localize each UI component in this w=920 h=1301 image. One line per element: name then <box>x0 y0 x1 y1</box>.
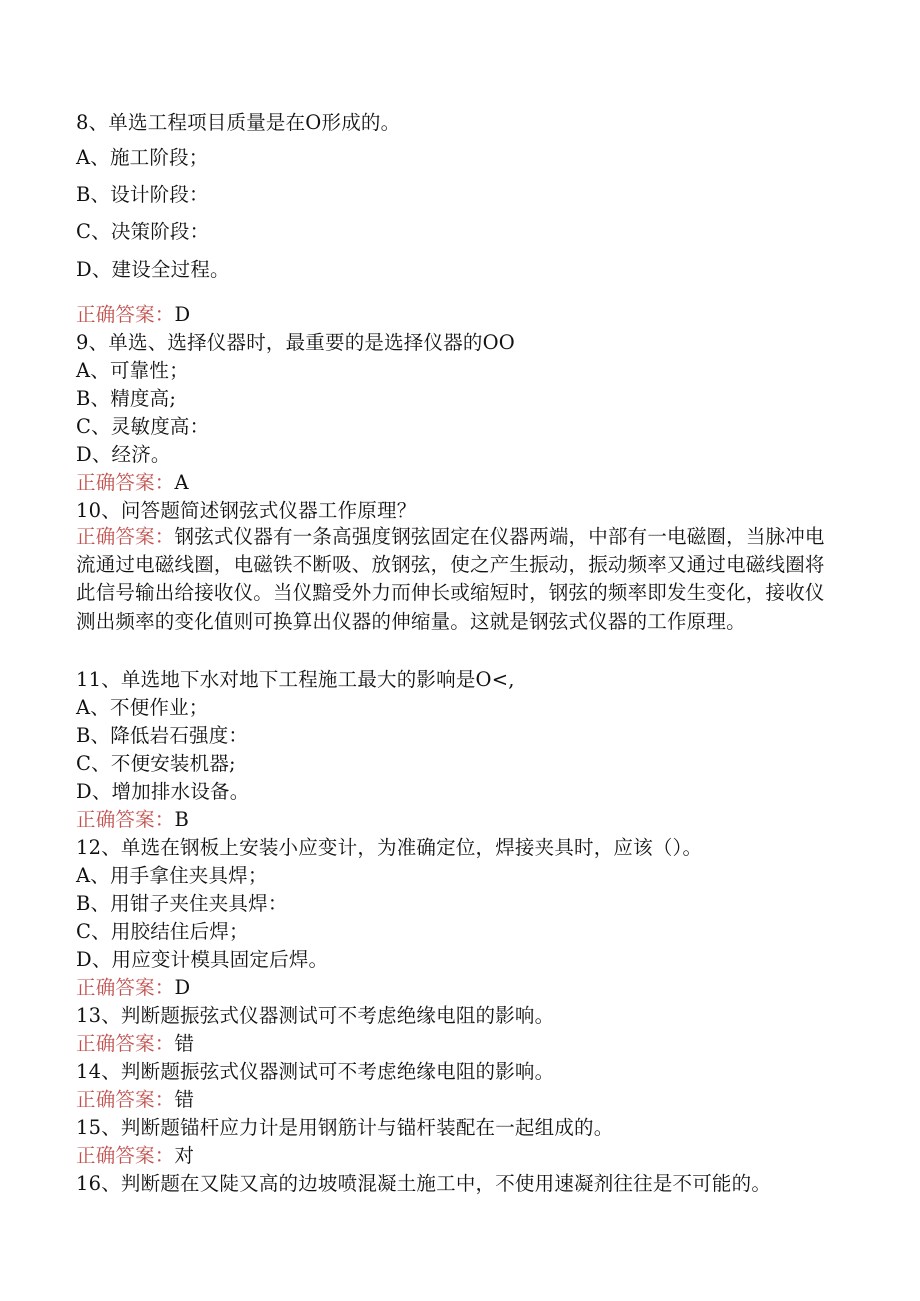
question-8-answer <box>76 302 190 328</box>
question-16-stem: 16、判断题在又陡又高的边坡喷混凝土施工中，不使用速凝剂往往是不可能的。 <box>76 1172 772 1195</box>
question-14-answer <box>76 1087 194 1113</box>
question-8-stem: 8、单选工程项目质量是在O形成的。 <box>76 111 401 134</box>
question-12-answer <box>76 975 190 1001</box>
answer-label: 正确答案： <box>76 1144 175 1167</box>
question-9-option-b: B、精度高; <box>76 387 177 410</box>
answer-label: 正确答案： <box>76 976 175 999</box>
question-13-stem: 13、判断题振弦式仪器测试可不考虑绝缘电阻的影响。 <box>76 1004 555 1027</box>
question-11-option-c: C、不便安装机器; <box>76 752 236 775</box>
question-9-option-d: D、经济。 <box>76 443 171 466</box>
question-8-option-c: C、决策阶段： <box>76 220 210 243</box>
question-10-stem: 10、问答题简述钢弦式仪器工作原理？ <box>76 499 417 522</box>
question-11-option-a: A、不便作业； <box>76 696 209 719</box>
question-12-stem: 12、单选在钢板上安装小应变计，为准确定位，焊接夹具时，应该（）。 <box>76 836 703 859</box>
question-12-option-b: B、用钳子夹住夹具焊： <box>76 892 288 915</box>
question-12-option-d: D、用应变计模具固定后焊。 <box>76 948 329 971</box>
question-8-option-b: B、设计阶段： <box>76 183 209 206</box>
question-11-option-b: B、降低岩石强度： <box>76 724 249 747</box>
answer-label: 正确答案： <box>76 303 175 326</box>
answer-value: D <box>174 303 191 326</box>
answer-label: 正确答案： <box>76 525 175 548</box>
answer-value: 钢弦式仪器有一条高强度钢弦固定在仪器两端，中部有一电磁圈，当脉冲电流通过电磁线圈，电磁铁不断吸、放钢弦，使之产生振动，振动频率又通过电磁线圈将此信号输出给接收仪。当仪黯受外力而伸长或缩短时，钢弦的频率即发生变化，接收仪测出频率的变化值则可换算出仪器的伸缩量。这就是钢弦式仪器的工作原理。 <box>76 525 825 633</box>
question-12-option-a: A、用手拿住夹具焊； <box>76 864 268 887</box>
question-15-stem: 15、判断题锚杆应力计是用钢筋计与锚杆装配在一起组成的。 <box>76 1116 614 1139</box>
answer-value: B <box>174 808 190 831</box>
question-11-stem: 11、单选地下水对地下工程施工最大的影响是O<, <box>76 668 515 691</box>
answer-value: 错 <box>174 1088 195 1111</box>
question-9-option-a: A、可靠性； <box>76 359 189 382</box>
question-11-option-d: D、增加排水设备。 <box>76 780 250 803</box>
question-8-option-a: A、施工阶段； <box>76 146 209 169</box>
question-9-stem: 9、单选、选择仪器时，最重要的是选择仪器的OO <box>76 331 515 354</box>
question-9-answer <box>76 470 189 496</box>
question-8-option-d: D、建设全过程。 <box>76 258 230 281</box>
answer-label: 正确答案： <box>76 1088 175 1111</box>
question-13-answer <box>76 1031 194 1057</box>
answer-value: D <box>174 976 191 999</box>
question-14-stem: 14、判断题振弦式仪器测试可不考虑绝缘电阻的影响。 <box>76 1060 555 1083</box>
question-11-answer <box>76 807 189 833</box>
answer-label: 正确答案： <box>76 1032 175 1055</box>
question-9-option-c: C、灵敏度高： <box>76 415 210 438</box>
answer-value: A <box>174 471 189 494</box>
answer-label: 正确答案： <box>76 808 175 831</box>
question-15-answer <box>76 1143 194 1169</box>
answer-label: 正确答案： <box>76 471 175 494</box>
answer-value: 对 <box>174 1144 195 1167</box>
question-12-option-c: C、用胶结住后焊； <box>76 920 249 943</box>
answer-value: 错 <box>174 1032 195 1055</box>
question-10-answer <box>76 523 836 636</box>
